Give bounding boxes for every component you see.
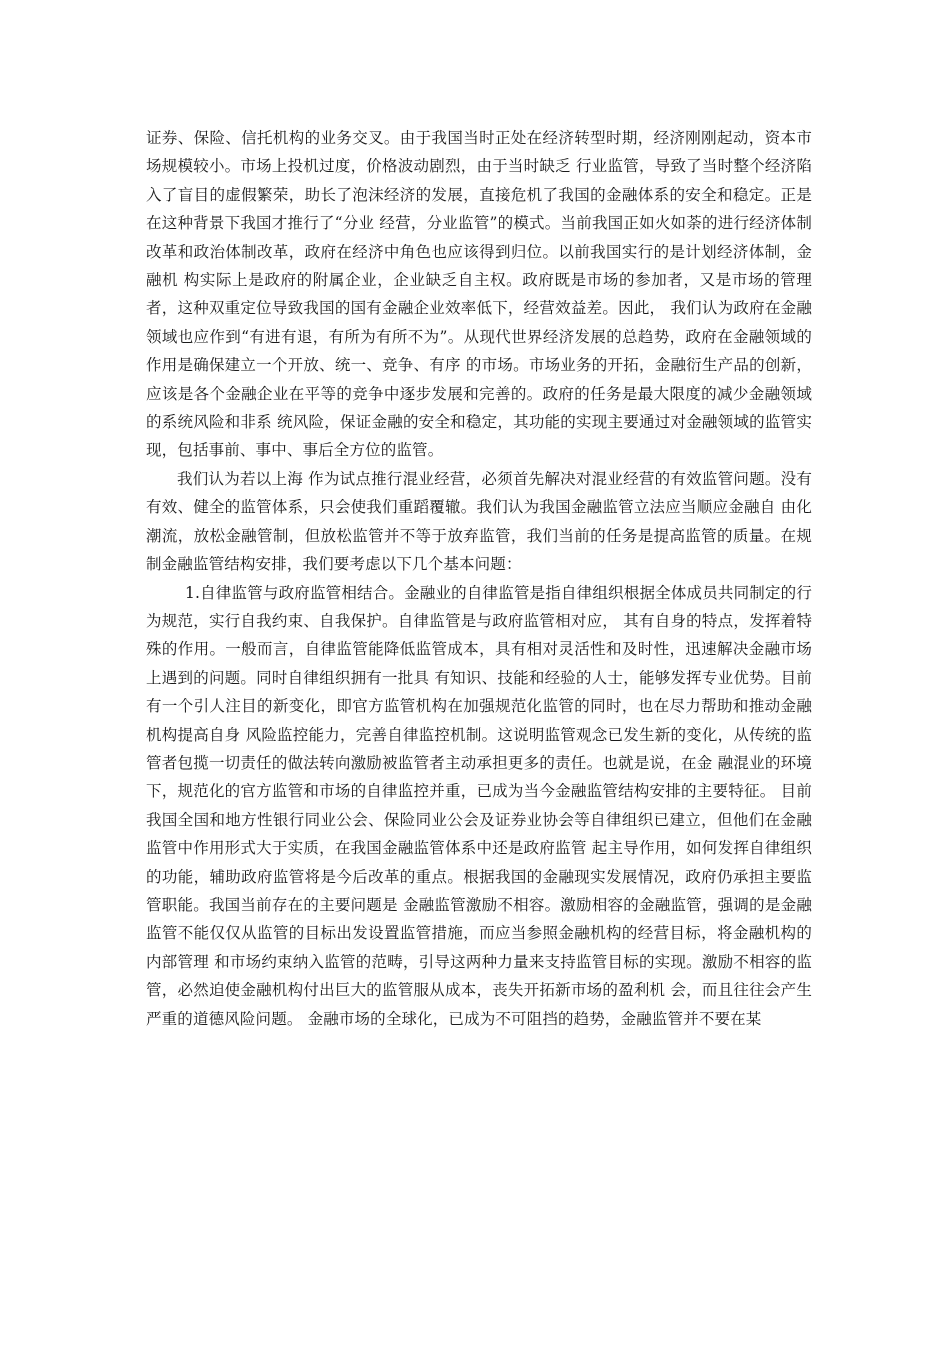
paragraph-continued: 证券、保险、信托机构的业务交叉。由于我国当时正处在经济转型时期，经济刚刚起动，资本市场规模较小。市场上投机过度，价格波动剧烈，由于当时缺乏 行业监管，导致了当时整个经济陷入了盲目的虚假繁荣，助长了泡沫经济的发展，直接危机了我国的金融体系的安全和稳定。正是在这种背景下我国才推行了“分业 经营，分业监管”的模式。当前我国正如火如荼的进行经济体制改革和政治体制改革，政府在经济中角色也应该得到归位。以前我国实行的是计划经济体制，金融机 构实际上是政府的附属企业，企业缺乏自主权。政府既是市场的参加者，又是市场的管理者，这种双重定位导致我国的国有金融企业效率低下，经营效益差。因此， 我们认为政府在金融领域也应作到“有进有退，有所为有所不为”。从现代世界经济发展的总趋势，政府在金融领域的作用是确保建立一个开放、统一、竞争、有序 的市场。市场业务的开拓，金融衍生产品的创新，应该是各个金融企业在平等的竞争中逐步发展和完善的。政府的任务是最大限度的减少金融领域的系统风险和非系 统风险，保证金融的安全和稳定，其功能的实现主要通过对金融领域的监管实现，包括事前、事中、事后全方位的监管。 bbox=[146, 129, 812, 460]
body-text bbox=[146, 124, 812, 1033]
paragraph-self-regulation: 1.自律监管与政府监管相结合。金融业的自律监管是指自律组织根据全体成员共同制定的行为规范，实行自我约束、自我保护。自律监管是与政府监管相对应， 其有自身的特点，发挥着特殊的作用。一般而言，自律监管能降低监管成本，具有相对灵活性和及时性，迅速解决金融市场上遇到的问题。同时自律组织拥有一批具 有知识、技能和经验的人士，能够发挥专业优势。目前有一个引人注目的新变化，即官方监管机构在加强规范化监管的同时，也在尽力帮助和推动金融机构提高自身 风险监控能力，完善自律监控机制。这说明监管观念已发生新的变化，从传统的监管者包揽一切责任的做法转向激励被监管者主动承担更多的责任。也就是说，在金 融混业的环境下，规范化的官方监管和市场的自律监控并重，已成为当今金融监管结构安排的主要特征。 目前我国全国和地方性银行同业公会、保险同业公会及证券业协会等自律组织已建立，但他们在金融监管中作用形式大于实质，在我国金融监管体系中还是政府监管 起主导作用，如何发挥自律组织的功能，辅助政府监管将是今后改革的重点。根据我国的金融现实发展情况，政府仍承担主要监管职能。我国当前存在的主要问题是 金融监管激励不相容。激励相容的金融监管，强调的是金融监管不能仅仅从监管的目标出发设置监管措施，而应当参照金融机构的经营目标，将金融机构的内部管理 和市场约束纳入监管的范畴，引导这两种力量来支持监管目标的实现。激励不相容的监管，必然迫使金融机构付出巨大的监管服从成本，丧失开拓新市场的盈利机 会，而且往往会产生严重的道德风险问题。 金融市场的全球化，已成为不可阻挡的趋势，金融监管并不要在某 bbox=[146, 583, 812, 1028]
paragraph-mixed-operation: 我们认为若以上海 作为试点推行混业经营，必须首先解决对混业经营的有效监管问题。没有有效、健全的监管体系，只会使我们重蹈覆辙。我们认为我国金融监管立法应当顺应金融自 由化潮流，放松金融管制，但放松监管并不等于放弃监管，我们当前的任务是提高监管的质量。在规制金融监管结构安排，我们要考虑以下几个基本问题： bbox=[146, 469, 812, 574]
